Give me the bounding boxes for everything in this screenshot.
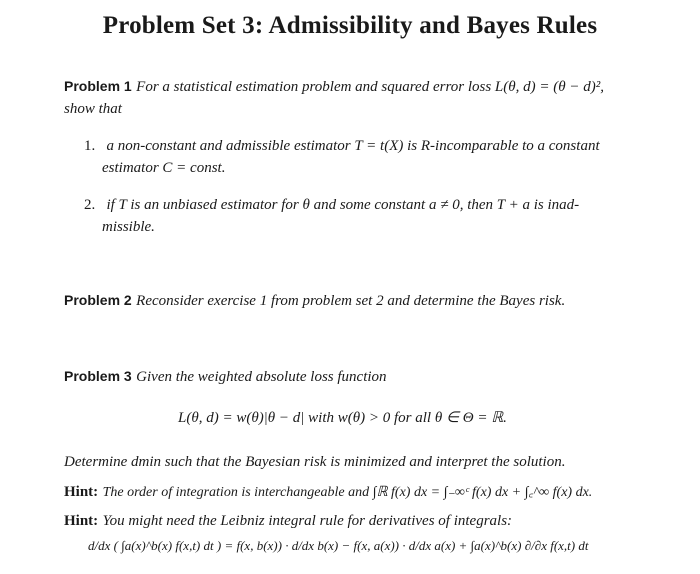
problem-1-line-2: show that	[64, 101, 122, 117]
hint-1-text: The order of integration is interchangeable and ∫ℝ f(x) dx = ∫₋∞ᶜ f(x) dx + ∫꜀^∞ f(x) dx.	[102, 485, 593, 500]
loss-function-formula: L(θ, d) = w(θ)|θ − d| with w(θ) > 0 for all θ ∈ Θ = ℝ.	[178, 410, 507, 426]
problem-3-text: Given the weighted absolute loss function	[136, 369, 387, 385]
problem-3-line-1	[64, 368, 387, 386]
leibniz-formula: d/dx ( ∫a(x)^b(x) f(x,t) dt ) = f(x, b(x)) · d/dx b(x) − f(x, a(x)) · d/dx a(x) + ∫a(x)^b(x) ∂/∂x f(x,t) dt	[88, 538, 589, 553]
problem-1-line-1	[64, 78, 604, 96]
page-title: Problem Set 3: Admissibility and Bayes Rules	[102, 12, 598, 39]
problem-1-label: Problem 1	[64, 78, 132, 94]
item-1-text-line-1: a non-constant and admissible estimator T = t(X) is R-incomparable to a constant	[106, 138, 600, 154]
problem-1-text: For a statistical estimation problem and squared error loss L(θ, d) = (θ − d)²,	[136, 79, 604, 95]
problem-2	[64, 292, 565, 310]
hint-1	[64, 482, 592, 501]
hint-2-text: You might need the Leibniz integral rule for derivatives of integrals:	[102, 513, 513, 529]
determine-text: Determine dmin such that the Bayesian risk is minimized and interpret the solution.	[64, 454, 566, 470]
problem-3-label: Problem 3	[64, 368, 132, 384]
item-2-text-line-2: missible.	[102, 219, 155, 235]
problem-1-item-1	[84, 138, 600, 155]
hint-2	[64, 513, 512, 530]
item-2-text-line-1: if T is an unbiased estimator for θ and some constant a ≠ 0, then T + a is inad-	[106, 197, 580, 213]
item-1-text-line-2: estimator C = const.	[102, 160, 226, 176]
hint-2-label: Hint:	[64, 513, 99, 529]
hint-1-label: Hint:	[64, 484, 99, 500]
problem-2-text: Reconsider exercise 1 from problem set 2 and determine the Bayes risk.	[136, 293, 566, 309]
item-2-number: 2.	[84, 197, 96, 213]
problem-2-label: Problem 2	[64, 292, 132, 308]
problem-1-item-2	[84, 197, 579, 214]
item-1-number: 1.	[84, 138, 96, 154]
